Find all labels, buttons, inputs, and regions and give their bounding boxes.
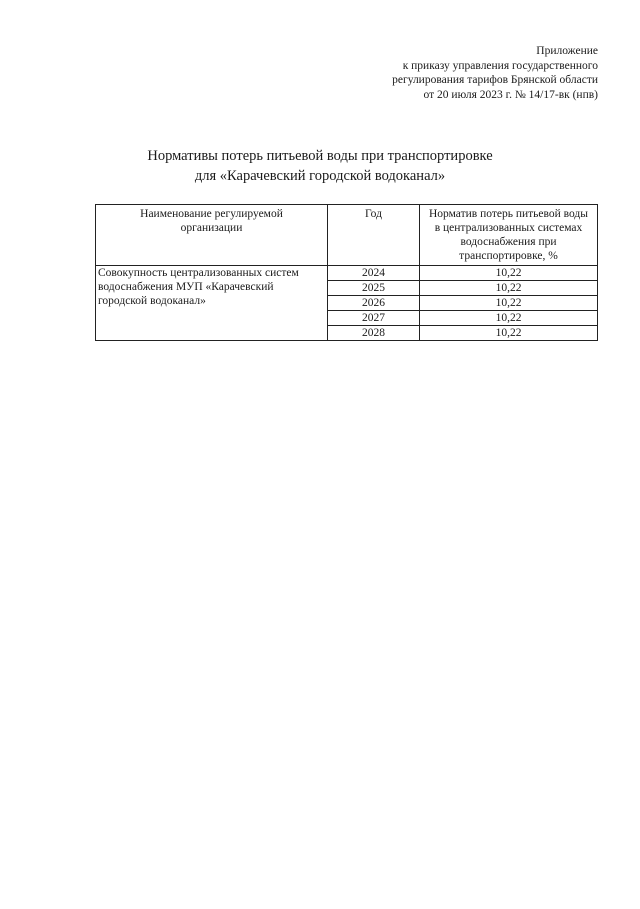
year-cell: 2028 [328,326,420,341]
losses-norms-table [95,204,598,341]
header-norm [420,205,598,266]
header-organization-text: Наименование регулируемой организации [140,208,283,234]
appendix-line: от 20 июля 2023 г. № 14/17-вк (нпв) [423,88,598,101]
year-cell: 2025 [328,281,420,296]
year-cell: 2026 [328,296,420,311]
norm-value-cell: 10,22 [420,326,598,341]
appendix-line: регулирования тарифов Брянской области [392,74,598,87]
norm-value-cell: 10,22 [420,296,598,311]
header-year: Год [328,205,420,266]
norm-value-cell: 10,22 [420,281,598,296]
appendix-line: к приказу управления государственного [402,59,598,72]
appendix-block [392,44,598,102]
year-cell: 2027 [328,311,420,326]
norm-value-cell: 10,22 [420,311,598,326]
header-norm-text: Норматив потерь питьевой воды в централизованных системах водоснабжения при транспортировке, % [428,208,589,262]
organization-text: Совокупность централизованных систем водоснабжения МУП «Карачевский городской водоканал» [98,267,299,307]
appendix-line: Приложение [536,45,598,57]
title-line-2: для «Карачевский городской водоканал» [194,168,446,184]
year-cell: 2024 [328,266,420,281]
norm-value-cell: 10,22 [420,266,598,281]
title-line-1: Нормативы потерь питьевой воды при транспортировке [147,148,493,164]
header-organization [96,205,328,266]
table-header-row [96,205,598,266]
organization-cell [96,266,328,341]
table-row [96,266,598,281]
document-title [0,146,640,186]
